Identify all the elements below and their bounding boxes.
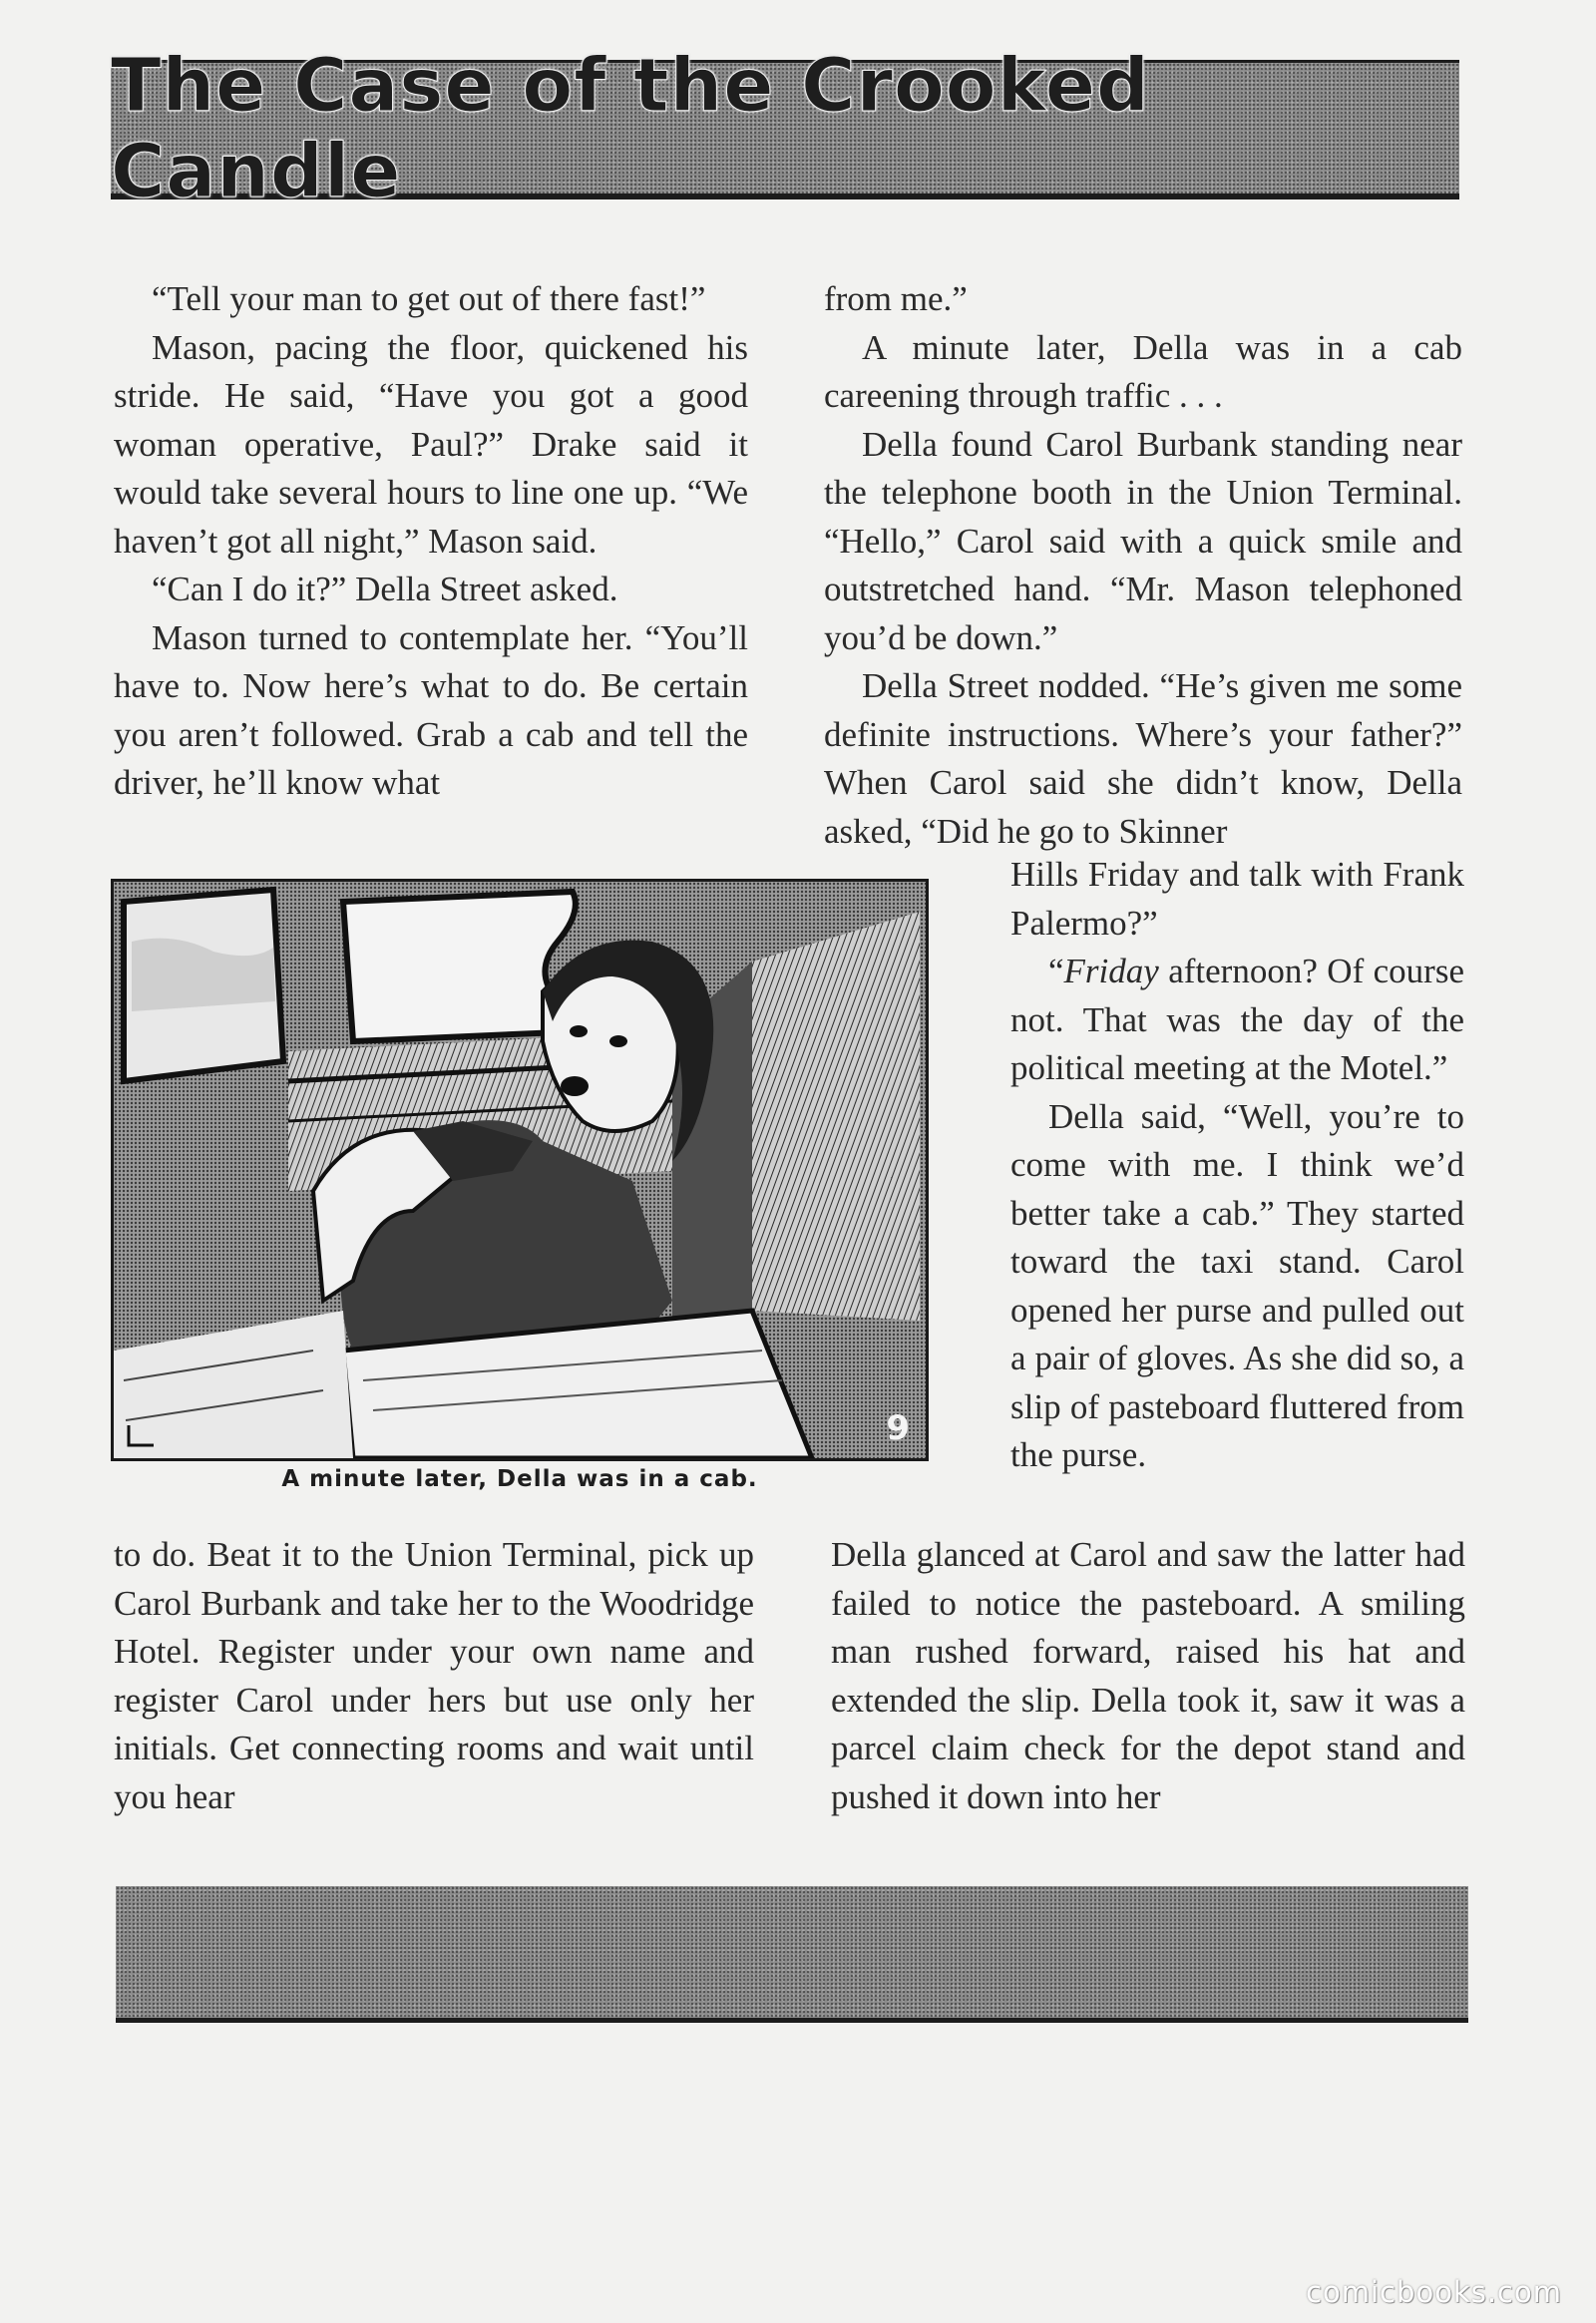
paragraph: Della glanced at Carol and saw the latter had failed to notice the pasteboard. A smiling man rushed forward, raised his hat and extended the slip. Della took it, saw it was a parcel claim check for the depot stand and pushed it down into her [831, 1535, 1465, 1816]
paragraph: Della found Carol Burbank standing near the telephone booth in the Union Terminal. “Hello,” Carol said with a quick smile and outstretched hand. “Mr. Mason telephoned you’d be down.” [824, 424, 1462, 657]
bottom-banner [116, 1886, 1468, 2023]
paragraph: Hills Friday and talk with Frank Palermo?” [1010, 855, 1464, 943]
story-title: The Case of the Crooked Candle [111, 42, 1151, 214]
woman-in-cab-illustration [114, 882, 926, 1458]
right-column-bottom [831, 1531, 1465, 1821]
paragraph: A minute later, Della was in a cab careening through traffic . . . [824, 327, 1462, 415]
paragraph: “Friday afternoon? Of course not. That was the day of the political meeting at the Motel.” [1010, 952, 1464, 1087]
title-banner [111, 42, 1459, 214]
right-column-narrow [1010, 851, 1464, 1480]
paragraph: “Can I do it?” Della Street asked. [152, 570, 618, 608]
paragraph: from me.” [824, 279, 968, 318]
paragraph: Della said, “Well, you’re to come with me. I think we’d better take a cab.” They started toward the taxi stand. Carol opened her purse and pulled out a pair of gloves. As she did so, a slip of pasteboard fluttered from the purse. [1010, 1096, 1464, 1474]
left-column-top [114, 275, 748, 808]
paragraph-text: afternoon? Of course not. That was the day of the political meeting at the Motel.” [1010, 952, 1464, 1087]
panel-number: 9 [886, 1408, 910, 1448]
paragraph: to do. Beat it to the Union Terminal, pick up Carol Burbank and take her to the Woodridge Hotel. Register under your own name and register Carol under hers but use only her initials. Get connecting rooms and wait until you hear [114, 1535, 754, 1816]
illustration-panel [111, 879, 929, 1461]
paragraph: Della Street nodded. “He’s given me some definite instructions. Where’s your father?” When Carol said she didn’t know, Della asked, “Did he go to Skinner [824, 666, 1462, 851]
left-column-bottom [114, 1531, 754, 1821]
italic-word: Friday [1063, 952, 1159, 990]
paragraph: “Tell your man to get out of there fast!” [152, 279, 706, 318]
right-column-top [824, 275, 1462, 856]
paragraph: Mason, pacing the floor, quickened his stride. He said, “Have you got a good woman operative, Paul?” Drake said it would take several hours to line one up. “We haven’t got all night,” Mason said. [114, 327, 748, 561]
watermark: comicbooks.com [1306, 2275, 1562, 2309]
paragraph: Mason turned to contemplate her. “You’ll have to. Now here’s what to do. Be certain you aren’t followed. Grab a cab and tell the driver, he’ll know what [114, 617, 748, 802]
illustration-caption: A minute later, Della was in a cab. [281, 1466, 758, 1492]
